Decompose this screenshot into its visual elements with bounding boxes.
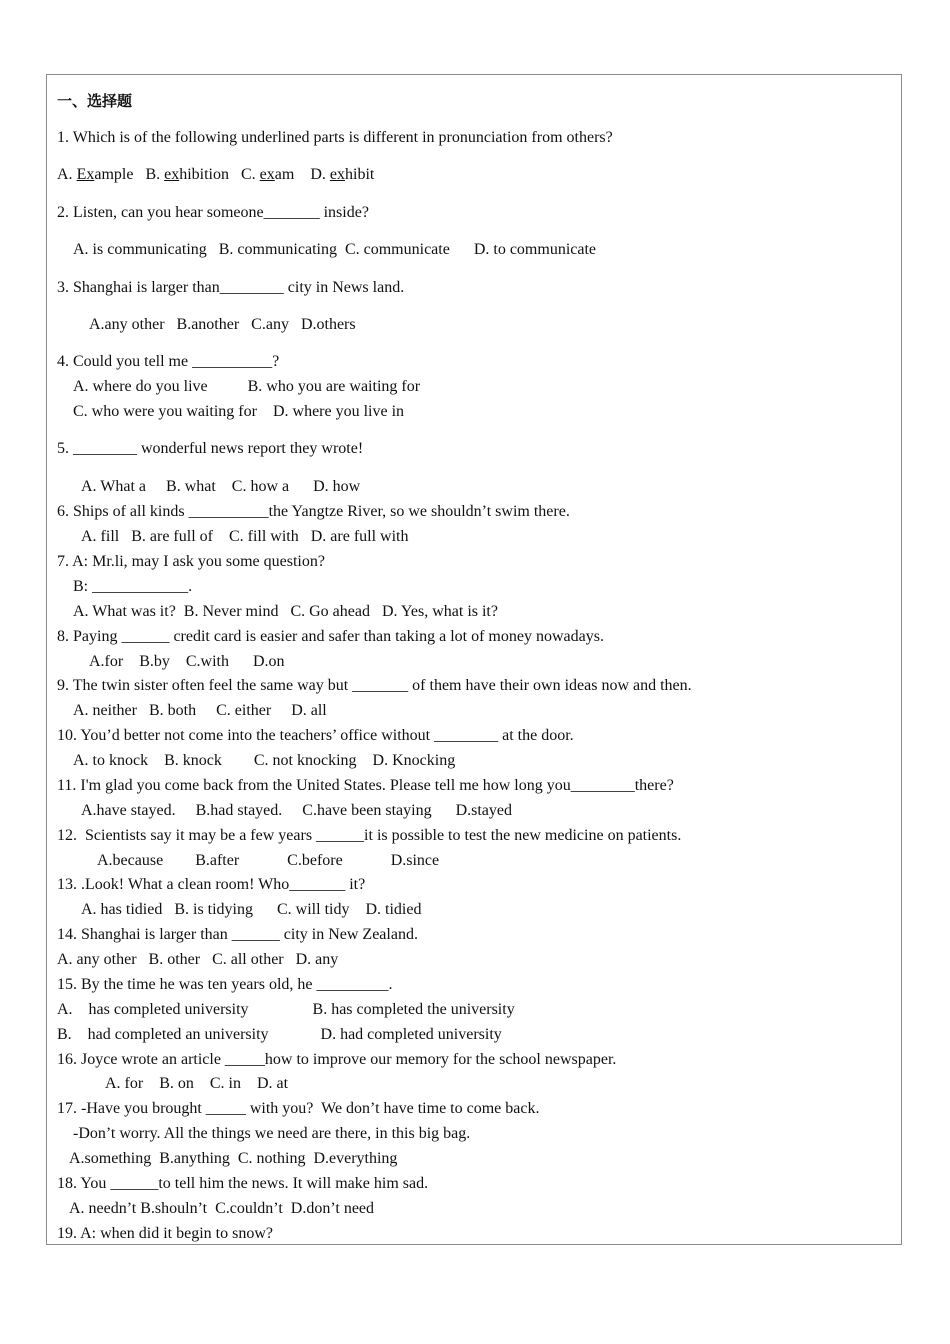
- q13-stem: 13. .Look! What a clean room! Who_______ it?: [57, 876, 366, 893]
- q5-stem: 5. ________ wonderful news report they wrote!: [57, 440, 364, 457]
- q1-b-underlined: ex: [164, 166, 180, 183]
- q11-options: A.have stayed. B.had stayed. C.have been staying D.stayed: [81, 802, 513, 819]
- q9-stem: 9. The twin sister often feel the same way but _______ of them have their own ideas now and then.: [57, 677, 692, 694]
- question-sheet: [46, 74, 902, 1245]
- q12-stem: 12. Scientists say it may be a few years ______it is possible to test the new medicine on patients.: [57, 827, 682, 844]
- q2-options: A. is communicating B. communicating C. communicate D. to communicate: [73, 241, 597, 258]
- q1-stem: 1. Which is of the following underlined parts is different in pronunciation from others?: [57, 129, 613, 146]
- q7-stem: 7. A: Mr.li, may I ask you some question?: [57, 553, 325, 570]
- q15-options-2: B. had completed an university D. had completed university: [57, 1026, 502, 1043]
- q3-stem: 3. Shanghai is larger than________ city in News land.: [57, 279, 405, 296]
- q4-stem: 4. Could you tell me __________?: [57, 353, 280, 370]
- q6-stem: 6. Ships of all kinds __________the Yangtze River, so we shouldn’t swim there.: [57, 503, 570, 520]
- q14-stem: 14. Shanghai is larger than ______ city in New Zealand.: [57, 926, 418, 943]
- q3-options: A.any other B.another C.any D.others: [89, 316, 356, 333]
- q4-options-2: C. who were you waiting for D. where you live in: [73, 403, 405, 420]
- q15-options-1: A. has completed university B. has completed the university: [57, 1001, 515, 1018]
- q12-options: A.because B.after C.before D.since: [97, 852, 440, 869]
- q8-stem: 8. Paying ______ credit card is easier and safer than taking a lot of money nowadays.: [57, 628, 604, 645]
- q9-options: A. neither B. both C. either D. all: [73, 702, 327, 719]
- q1-a-underlined: Ex: [76, 166, 95, 183]
- q10-stem: 10. You’d better not come into the teachers’ office without ________ at the door.: [57, 727, 574, 744]
- q5-options: A. What a B. what C. how a D. how: [81, 478, 361, 495]
- q19-stem: 19. A: when did it begin to snow?: [57, 1225, 273, 1242]
- q10-options: A. to knock B. knock C. not knocking D. Knocking: [73, 752, 456, 769]
- q7-b-line: B: ____________.: [73, 578, 193, 595]
- q18-options: A. needn’t B.shouln’t C.couldn’t D.don’t need: [69, 1200, 375, 1217]
- q15-stem: 15. By the time he was ten years old, he _________.: [57, 976, 393, 993]
- q16-stem: 16. Joyce wrote an article _____how to improve our memory for the school newspaper.: [57, 1051, 617, 1068]
- q17-options: A.something B.anything C. nothing D.everything: [69, 1150, 398, 1167]
- section-title: 一、选择题: [57, 92, 133, 110]
- q17-reply: -Don’t worry. All the things we need are there, in this big bag.: [73, 1125, 471, 1142]
- q16-options: A. for B. on C. in D. at: [105, 1075, 289, 1092]
- q4-options-1: A. where do you live B. who you are waiting for: [73, 378, 421, 395]
- q11-stem: 11. I'm glad you come back from the United States. Please tell me how long you________there?: [57, 777, 674, 794]
- q6-options: A. fill B. are full of C. fill with D. are full with: [81, 528, 409, 545]
- q2-stem: 2. Listen, can you hear someone_______ inside?: [57, 204, 369, 221]
- q1-options: A. Example B. exhibition C. exam D. exhibit: [57, 166, 375, 183]
- q1-c-underlined: ex: [259, 166, 275, 183]
- q18-stem: 18. You ______to tell him the news. It will make him sad.: [57, 1175, 429, 1192]
- q13-options: A. has tidied B. is tidying C. will tidy D. tidied: [81, 901, 422, 918]
- q1-d-underlined: ex: [329, 166, 345, 183]
- q17-stem: 17. -Have you brought _____ with you? We don’t have time to come back.: [57, 1100, 540, 1117]
- q8-options: A.for B.by C.with D.on: [89, 653, 285, 670]
- q14-options: A. any other B. other C. all other D. any: [57, 951, 339, 968]
- q7-options: A. What was it? B. Never mind C. Go ahead D. Yes, what is it?: [73, 603, 498, 620]
